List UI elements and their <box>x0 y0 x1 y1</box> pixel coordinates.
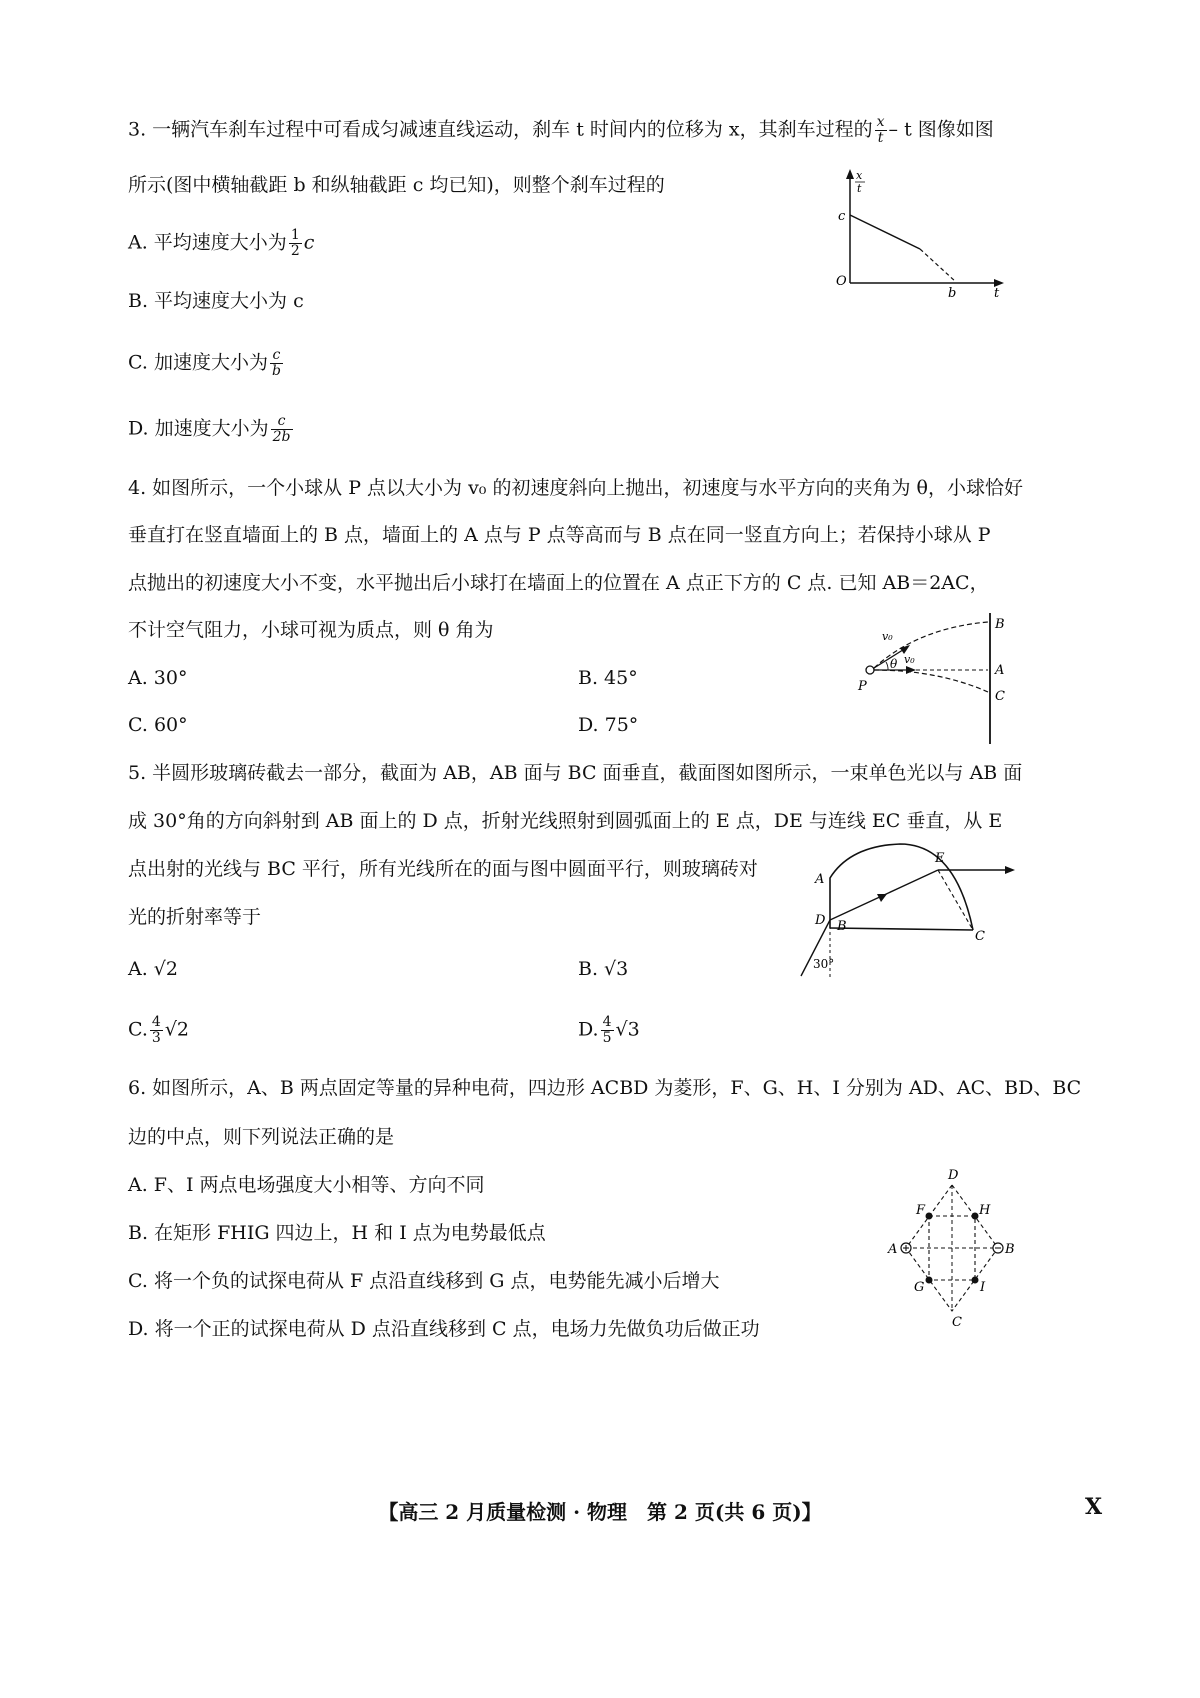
q3-y-arrow <box>846 169 854 179</box>
q6-option-b: B. 在矩形 FHIG 四边上，H 和 I 点为电势最低点 <box>128 1222 546 1244</box>
q6-point-h <box>972 1213 979 1220</box>
q6-point-g <box>926 1277 933 1284</box>
q6-label-b: B <box>1005 1242 1015 1257</box>
q6-option-d: D. 将一个正的试探电荷从 D 点沿直线移到 C 点，电场力先做负功后做正功 <box>128 1318 760 1340</box>
q6-point-f <box>926 1213 933 1220</box>
q5-glass-figure <box>795 838 1015 983</box>
q4-option-d: D. 75° <box>578 714 639 736</box>
q4-label-a: A <box>995 663 1005 678</box>
q4-label-c: C <box>995 689 1005 704</box>
q6-option-c: C. 将一个负的试探电荷从 F 点沿直线移到 G 点，电势能先减小后增大 <box>128 1270 720 1292</box>
q3-label-t: t <box>994 286 1000 300</box>
q5-stem-line2: 成 30°角的方向斜射到 AB 面上的 D 点，折射光线照射到圆弧面上的 E 点，DE 与连线 EC 垂直，从 E <box>128 810 1003 832</box>
q5-option-d: D. $\frac{4}{5}$ √3 <box>578 1014 640 1046</box>
q5-label-angle: 30° <box>813 957 835 971</box>
q5-glass-bc <box>830 928 973 930</box>
q3-stem-line2: 所示(图中横轴截距 b 和纵轴截距 c 均已知)，则整个刹车过程的 <box>128 174 665 196</box>
q4-label-v0-horizontal: v₀ <box>904 653 915 666</box>
q5-option-b: B. √3 <box>578 958 629 980</box>
q3-stem-line1: 3. 一辆汽车刹车过程中可看成匀减速直线运动，刹车 t 时间内的位移为 x，其刹车过程的 $\frac{x}{t}$ – t 图像如图 <box>128 114 994 146</box>
q3-y-label-den: t <box>857 182 862 195</box>
q5-label-c: C <box>975 929 985 944</box>
q4-label-p: P <box>858 679 867 694</box>
q6-stem-line1: 6. 如图所示，A、B 两点固定等量的异种电荷，四边形 ACBD 为菱形，F、G、H、I 分别为 AD、AC、BD、BC <box>128 1077 1082 1099</box>
q6-point-i <box>972 1277 979 1284</box>
q4-lower-trajectory <box>874 670 988 692</box>
q5-stem-line1: 5. 半圆形玻璃砖截去一部分，截面为 AB，AB 面与 BC 面垂直，截面图如图所示，一束单色光以与 AB 面 <box>128 762 1023 784</box>
q4-option-a: A. 30° <box>128 667 188 689</box>
q6-label-h: H <box>979 1203 991 1218</box>
q3-option-d-fraction: $\frac{c}{2b}$ <box>272 413 291 445</box>
q6-label-d: D <box>948 1168 959 1183</box>
q5-stem-line3: 点出射的光线与 BC 平行，所有光线所在的面与图中圆面平行，则玻璃砖对 <box>128 858 758 880</box>
q6-rhombus-figure <box>880 1165 1020 1330</box>
q4-stem-line4: 不计空气阻力，小球可视为质点，则 θ 角为 <box>128 619 494 641</box>
q3-option-a: A. 平均速度大小为 $\frac{1}{2}$ c <box>128 227 315 259</box>
q3-stem-fraction: $\frac{x}{t}$ <box>876 114 885 146</box>
q4-label-b: B <box>995 617 1005 632</box>
q6-option-a: A. F、I 两点电场强度大小相等、方向不同 <box>128 1174 485 1196</box>
q5-label-a: A <box>815 872 825 887</box>
page-footer: 【高三 2 月质量检测 · 物理 第 2 页(共 6 页)】 <box>378 1500 822 1524</box>
q4-label-v0-oblique: v₀ <box>882 630 893 643</box>
q5-label-d: D <box>815 913 826 928</box>
q6-label-f: F <box>916 1203 926 1218</box>
q3-label-b: b <box>948 286 957 300</box>
q3-option-b: B. 平均速度大小为 c <box>128 290 304 312</box>
q4-stem-line1: 4. 如图所示，一个小球从 P 点以大小为 v₀ 的初速度斜向上抛出，初速度与水平方向的夹角为 θ，小球恰好 <box>128 477 1023 499</box>
q3-option-c-fraction: $\frac{c}{b}$ <box>271 347 281 379</box>
q4-stem-line3: 点抛出的初速度大小不变，水平抛出后小球打在墙面上的位置在 A 点正下方的 C 点. 已知 AB＝2AC， <box>128 572 989 594</box>
q5-option-c: C. $\frac{4}{3}$ √2 <box>128 1014 190 1046</box>
q5-stem-line4: 光的折射率等于 <box>128 906 262 928</box>
q3-label-c: c <box>838 209 846 224</box>
q4-ball <box>866 666 874 674</box>
q6-label-a: A <box>888 1242 898 1257</box>
q5-option-c-fraction: $\frac{4}{3}$ <box>151 1014 161 1046</box>
q6-label-g: G <box>914 1280 925 1295</box>
q3-graph-dashed-line <box>920 249 956 282</box>
q3-label-o: O <box>836 274 847 289</box>
q3-option-d: D. 加速度大小为 $\frac{c}{2b}$ <box>128 413 291 445</box>
q5-label-e: E <box>935 851 945 866</box>
q4-projectile-figure <box>848 608 1018 748</box>
q5-label-b: B <box>837 919 847 934</box>
q5-option-d-fraction: $\frac{4}{5}$ <box>602 1014 612 1046</box>
page-mark: X <box>1085 1494 1103 1520</box>
q3-graph-figure <box>830 165 1010 300</box>
q4-option-b: B. 45° <box>578 667 638 689</box>
q3-y-label-num: x <box>856 169 863 182</box>
q4-option-c: C. 60° <box>128 714 188 736</box>
q6-label-i: I <box>980 1280 986 1295</box>
q6-label-c: C <box>952 1315 962 1330</box>
q4-stem-line2: 垂直打在竖直墙面上的 B 点，墙面上的 A 点与 P 点等高而与 B 点在同一竖直方向上；若保持小球从 P <box>128 524 991 546</box>
q3-option-c: C. 加速度大小为 $\frac{c}{b}$ <box>128 347 281 379</box>
q5-option-a: A. √2 <box>128 958 178 980</box>
q3-graph-line <box>850 215 920 249</box>
q6-stem-line2: 边的中点，则下列说法正确的是 <box>128 1126 395 1148</box>
q3-option-a-fraction: $\frac{1}{2}$ <box>290 227 300 259</box>
q4-label-theta: θ <box>890 657 898 671</box>
